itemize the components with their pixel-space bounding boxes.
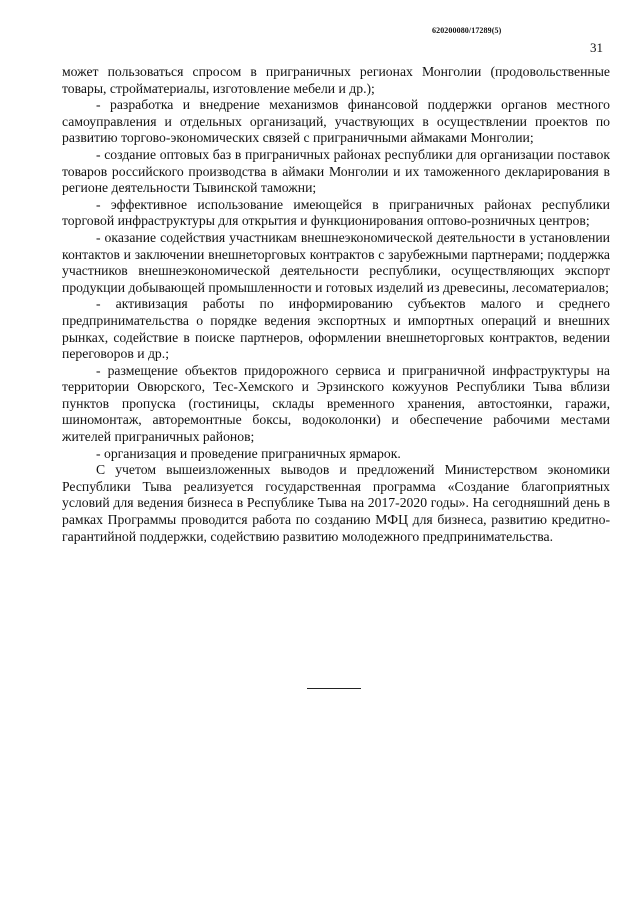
list-item-trade-infrastructure: - эффективное использование имеющейся в приграничных районах республики торговой инфраструктуры для открытия и функционирования оптово-розничных центров; — [62, 196, 610, 229]
list-item-financial-support: - разработка и внедрение механизмов финансовой поддержки органов местного самоуправления и отдельных организаций, участвующих в осуществлении проектов по развитию торгово-экономических связей с приграничными аймаками Монголии; — [62, 97, 610, 146]
document-code: 620200080/17289(5) — [432, 26, 502, 35]
end-divider — [307, 688, 361, 689]
document-body — [62, 64, 610, 545]
list-item-foreign-trade-assistance: - оказание содействия участникам внешнеэкономической деятельности в установлении контактов и заключении внешнеторговых контрактов с зарубежными партнерами; поддержка участников внешнеэкономической деятельности республики, осуществляющих экспорт продукции добывающей промышленности и готовых изделий из древесины, лесоматериалов; — [62, 229, 610, 295]
list-item-wholesale-bases: - создание оптовых баз в приграничных районах республики для организации поставок товаров российского производства в аймаки Монголии и их таможенного декларирования в регионе деятельности Тывинской таможни; — [62, 146, 610, 196]
list-item-border-fairs: - организация и проведение приграничных ярмарок. — [96, 445, 401, 461]
list-item-sme-informing: - активизация работы по информированию субъектов малого и среднего предпринимательства о порядке ведения экспортных и импортных операций и внешних рынках, содействие в поиске партнеров, оформлении внешнеторговых контрактов, ведении переговоров и др.; — [62, 296, 610, 362]
paragraph-continuation: может пользоваться спросом в приграничных регионах Монголии (продовольственные товары, стройматериалы, изготовление мебели и др.); — [62, 64, 610, 96]
paragraph-state-program: С учетом вышеизложенных выводов и предложений Министерством экономики Республики Тыва реализуется государственная программа «Создание благоприятных условий для ведения бизнеса в Республике Тыва на 2017-2020 годы». На сегодняшний день в рамках Программы проводится работа по созданию МФЦ для бизнеса, развитию кредитно-гарантийной поддержки, содействию развитию молодежного предпринимательства. — [62, 462, 610, 544]
page-number: 31 — [590, 40, 603, 55]
list-item-border-infrastructure: - размещение объектов придорожного сервиса и приграничной инфраструктуры на территории Овюрского, Тес-Хемского и Эрзинского кожуунов Республики Тыва вблизи пунктов пропуска (гостиницы, склады временного хранения, автостоянки, гаражи, шиномонтаж, авторемонтные боксы, водоколонки) и обеспечение рабочими местами жителей приграничных районов; — [62, 362, 610, 445]
